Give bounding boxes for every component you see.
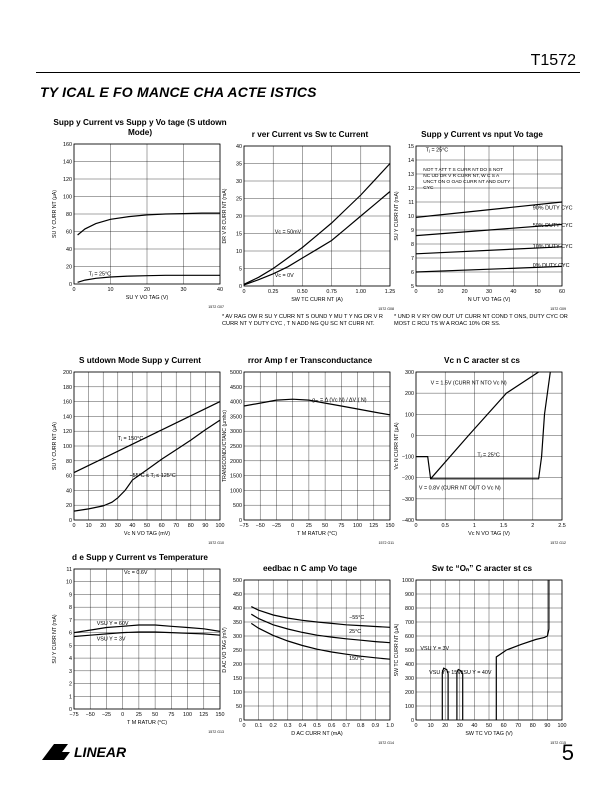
x-tick-label: 1.5 — [499, 523, 508, 529]
figure-code: 1572 G13 — [208, 730, 224, 734]
chart-driver-current-vs-switch-current — [222, 130, 398, 328]
series-line — [431, 372, 539, 479]
x-tick-label: 0 — [72, 287, 76, 293]
x-tick-label: 60 — [559, 289, 565, 295]
x-tick-label: 80 — [187, 523, 194, 529]
part-number: T1572 — [530, 52, 576, 69]
y-tick-label: 9 — [69, 592, 72, 599]
y-tick-label: 50 — [236, 704, 242, 710]
x-tick-label: 60 — [158, 523, 165, 529]
y-tick-label: 80 — [66, 458, 72, 465]
y-tick-label: 20 — [66, 264, 72, 271]
x-tick-label: 125 — [199, 712, 209, 718]
y-tick-label: 40 — [66, 488, 72, 495]
annotation-label: V = 0.8V (CURR NT OUT O Vс N) — [418, 485, 501, 492]
x-axis-label: N UT VO TAG (V) — [467, 297, 511, 303]
x-tick-label: 10 — [85, 523, 92, 529]
annotation-label: VSU Y = 40V — [459, 669, 492, 676]
y-tick-label: 4500 — [230, 384, 242, 391]
x-tick-label: 100 — [353, 523, 363, 529]
x-tick-label: 90 — [544, 723, 551, 729]
x-axis-label: Vс N VO TAG (mV) — [123, 531, 171, 537]
y-tick-label: 900 — [405, 592, 414, 598]
x-tick-label: 0 — [121, 712, 125, 718]
chart-footnote: * UND R V RY OW OUT UT CURR NT COND T ONS, DUTY CYC OR MOST C RCU TS W A ROAC 10% OR SS. — [394, 314, 568, 327]
x-tick-label: 40 — [217, 287, 223, 293]
chart-svg — [52, 366, 228, 546]
x-tick-label: 1.0 — [386, 723, 394, 729]
x-tick-label: 0 — [414, 289, 418, 295]
y-tick-label: 3500 — [230, 414, 242, 421]
figure-code: 1572 G15 — [550, 741, 566, 745]
y-tick-label: 1 — [69, 694, 72, 701]
y-tick-label: 300 — [405, 676, 414, 682]
y-axis-label: TRANSCONDUCTANC (µmho) — [222, 409, 228, 483]
chart-svg — [394, 366, 570, 546]
x-tick-label: 150 — [215, 712, 225, 718]
x-tick-label: 0 — [242, 723, 246, 729]
x-tick-label: 2.5 — [558, 523, 566, 529]
y-tick-label: 60 — [66, 473, 72, 480]
x-tick-label: 10 — [437, 289, 444, 295]
chart-title: Sw tc “Oₙ” C aracter st cs — [431, 564, 533, 573]
annotation-line: UNCT ON O OAD CURR NT AND DUTY — [423, 180, 511, 186]
y-tick-label: 0 — [411, 433, 414, 440]
logo-text: LINEAR — [74, 744, 127, 760]
x-tick-label: 20 — [442, 723, 449, 729]
chart-svg — [52, 563, 228, 735]
x-tick-label: 1.25 — [384, 289, 396, 295]
x-tick-label: 0 — [414, 523, 418, 529]
y-axis-label: SU Y CURR NT (mA) — [52, 614, 58, 664]
x-tick-label: 50 — [486, 723, 492, 729]
annotation-line: NC UD DR V R CURR NT, W C S A — [423, 174, 500, 180]
y-tick-label: 200 — [405, 391, 414, 398]
chart-transconductance — [222, 356, 398, 546]
x-tick-label: −50 — [85, 712, 95, 718]
x-axis-label: SW TC VO TAG (V) — [465, 731, 513, 737]
annotation-label: 50% DUTY CYC — [532, 223, 573, 230]
x-tick-label: −25 — [271, 523, 282, 529]
x-axis-label: T M RATUR (°C) — [297, 531, 337, 537]
series-line — [251, 614, 390, 643]
y-tick-label: 9 — [411, 228, 414, 234]
chart-switch-off-characteristics — [394, 564, 570, 746]
chart-title: Vс n C aracter st cs — [443, 356, 520, 365]
x-tick-label: 30 — [486, 289, 492, 295]
annotation-label: Tⱼ = 25°C — [477, 452, 500, 459]
y-tick-label: 250 — [233, 648, 242, 654]
figure-code: 1572 G07 — [208, 305, 224, 309]
y-tick-label: 5 — [411, 284, 414, 290]
figure-code: 1572 G14 — [378, 741, 394, 745]
x-tick-label: 10 — [427, 723, 434, 729]
annotation-label: 90% DUTY CYC — [532, 205, 573, 212]
y-axis-label: SU Y CURR NT (µA) — [52, 190, 58, 238]
x-tick-label: 20 — [144, 287, 150, 293]
annotation-label: Tⱼ = 25°C — [425, 147, 449, 154]
y-tick-label: 140 — [63, 414, 72, 421]
annotation-label: 10% DUTY CYC — [532, 244, 573, 251]
y-tick-label: 60 — [66, 229, 72, 236]
x-tick-label: 30 — [180, 287, 187, 293]
x-tick-label: 0.1 — [254, 723, 263, 729]
annotation-label: VSU Y = 3V — [420, 646, 450, 652]
x-tick-label: 75 — [338, 523, 345, 529]
y-tick-label: 3000 — [230, 429, 242, 436]
chart-svg — [222, 366, 398, 546]
x-tick-label: 0.25 — [267, 289, 279, 295]
x-tick-label: 100 — [215, 523, 225, 529]
x-tick-label: 70 — [173, 523, 180, 529]
chart-title: r ver Current vs Sw tc Current — [251, 130, 369, 139]
chart-title: rror Amp f er Transconductance — [247, 356, 373, 365]
series-line — [244, 164, 390, 285]
y-axis-label: DR V R CURR NT (mA) — [222, 188, 228, 244]
x-tick-label: 150 — [385, 523, 395, 529]
y-tick-label: 6 — [411, 270, 414, 276]
x-tick-label: 0.4 — [298, 723, 307, 729]
linear-technology-logo — [40, 740, 160, 764]
header-rule — [36, 72, 580, 73]
y-tick-label: 15 — [408, 144, 414, 150]
x-tick-label: 80 — [529, 723, 536, 729]
y-axis-label: D AC VO TAG (mV) — [222, 627, 228, 673]
y-tick-label: 1500 — [230, 473, 242, 480]
y-tick-label: 200 — [63, 370, 72, 376]
x-tick-label: 0.75 — [326, 289, 337, 295]
y-tick-label: 0 — [239, 518, 242, 524]
y-axis-label: SW TC CURR NT (µA) — [394, 623, 400, 677]
annotation-label: −55°C — [349, 615, 365, 622]
y-tick-label: 800 — [405, 606, 414, 612]
x-tick-label: −50 — [255, 523, 265, 529]
x-tick-label: −75 — [69, 712, 79, 718]
y-tick-label: 200 — [405, 690, 414, 696]
x-tick-label: 0 — [72, 523, 76, 529]
chart-title: eedbac n C amp Vo tage — [262, 564, 358, 573]
y-tick-label: 13 — [408, 172, 414, 178]
x-tick-label: 100 — [183, 712, 193, 718]
y-tick-label: 7 — [411, 256, 414, 262]
chart-title: S utdown Mode Supp y Current — [79, 356, 201, 365]
y-tick-label: 10 — [236, 249, 242, 255]
x-tick-label: 60 — [500, 723, 507, 729]
x-tick-label: 50 — [144, 523, 150, 529]
x-tick-label: 30 — [456, 723, 463, 729]
chart-title: Supp y Current vs Supp y Vo tage (S utdown Mode) — [53, 118, 227, 137]
x-tick-label: 10 — [107, 287, 114, 293]
y-tick-label: 1000 — [230, 488, 242, 495]
x-tick-label: 0.2 — [269, 723, 277, 729]
y-tick-label: 100 — [63, 194, 72, 201]
y-axis-label: Vс N CURR NT (µA) — [394, 422, 400, 470]
y-tick-label: 400 — [233, 606, 242, 612]
chart-supply-current-vs-input-voltage — [394, 130, 573, 328]
section-title: TY ICAL E FO MANCE CHA ACTE ISTICS — [40, 84, 317, 100]
y-tick-label: 11 — [408, 200, 414, 206]
y-tick-label: 2500 — [230, 444, 242, 450]
plot-frame — [416, 372, 562, 520]
x-tick-label: 20 — [461, 289, 468, 295]
y-tick-label: 150 — [233, 676, 242, 682]
y-tick-label: 40 — [236, 144, 242, 150]
y-tick-label: 100 — [63, 444, 72, 450]
y-tick-label: 4000 — [230, 399, 242, 406]
y-tick-label: 10 — [66, 579, 72, 586]
y-tick-label: 400 — [405, 662, 414, 668]
annotation-label: Tⱼ = 25°C — [88, 271, 112, 278]
y-tick-label: 12 — [408, 186, 414, 192]
y-tick-label: 0 — [69, 282, 72, 288]
y-tick-label: 4 — [69, 656, 72, 663]
y-tick-label: 5 — [239, 266, 242, 273]
y-tick-label: 120 — [63, 177, 72, 183]
y-tick-label: 200 — [233, 662, 242, 668]
y-tick-label: 5000 — [230, 370, 242, 376]
x-tick-label: 0.50 — [297, 289, 308, 295]
x-tick-label: 90 — [202, 523, 209, 529]
x-tick-label: 0.6 — [327, 723, 336, 729]
annotation-label: Vс = 50mV — [274, 229, 302, 236]
annotation-label: −55°C ≤ Tⱼ ≤ 125°C — [129, 473, 176, 480]
y-tick-label: 350 — [233, 620, 242, 626]
y-tick-label: 20 — [236, 214, 242, 220]
y-tick-label: 30 — [236, 179, 242, 185]
chart-svg — [222, 140, 398, 312]
y-tick-label: 8 — [69, 605, 72, 612]
annotation-label: VSU Y = 60V — [96, 621, 129, 627]
y-tick-label: 5 — [69, 643, 72, 650]
chart-vc-pin-characteristics — [394, 356, 570, 546]
x-tick-label: 70 — [515, 723, 522, 729]
y-tick-label: 35 — [236, 161, 242, 168]
x-tick-label: 40 — [510, 289, 517, 295]
x-axis-label: SU Y VO TAG (V) — [125, 295, 169, 301]
x-tick-label: 0 — [414, 723, 418, 729]
x-tick-label: 100 — [557, 723, 567, 729]
x-tick-label: 50 — [322, 523, 329, 529]
figure-code: 1572 G09 — [550, 307, 566, 311]
chart-svg — [222, 574, 398, 746]
x-axis-label: Vс N VO TAG (V) — [468, 531, 510, 537]
x-tick-label: 125 — [369, 523, 379, 529]
annotation-line: CYC — [423, 186, 434, 192]
y-tick-label: 0 — [239, 718, 242, 724]
annotation-label: VSU Y = 3V — [96, 636, 126, 643]
series-line — [416, 372, 550, 479]
y-tick-label: 140 — [63, 159, 72, 166]
annotation-label: gₘ = Δ (Vс N) / ΔV ( N) — [312, 397, 367, 404]
x-tick-label: 25 — [135, 712, 142, 718]
y-tick-label: 160 — [63, 142, 72, 148]
x-tick-label: 30 — [114, 523, 121, 529]
x-axis-label: T M RATUR (°C) — [127, 720, 167, 726]
x-tick-label: −25 — [101, 712, 112, 718]
y-tick-label: 100 — [405, 704, 414, 710]
y-tick-label: 2 — [69, 681, 72, 688]
annotation-label: VSU Y = 15V — [429, 669, 461, 676]
figure-code: 1572 G12 — [550, 541, 566, 545]
y-tick-label: 7 — [69, 617, 72, 624]
y-tick-label: 6 — [69, 630, 72, 637]
annotation-label: Vс = 0V — [274, 273, 294, 279]
figure-code: 1572 G11 — [378, 541, 394, 545]
chart-shutdown-supply-current — [52, 356, 228, 546]
y-tick-label: 0 — [69, 518, 72, 524]
x-tick-label: 75 — [168, 712, 175, 718]
y-tick-label: 80 — [66, 212, 72, 218]
annotation-label: Vс = 0.6V — [123, 570, 148, 577]
y-tick-label: 300 — [405, 370, 414, 376]
x-tick-label: 0.8 — [357, 723, 365, 729]
x-tick-label: 0.5 — [313, 723, 321, 729]
x-axis-label: SW TC CURR NT (A) — [291, 297, 343, 303]
y-tick-label: 11 — [66, 567, 72, 573]
annotation-label: 25°C — [349, 629, 362, 636]
y-tick-label: 25 — [236, 196, 242, 203]
annotation-label: 0% DUTY CYC — [532, 263, 570, 270]
y-tick-label: 300 — [233, 634, 242, 640]
chart-idle-supply-current-vs-temperature — [52, 553, 228, 735]
chart-title: d e Supp y Current vs Temperature — [72, 553, 208, 562]
y-tick-label: 40 — [66, 247, 72, 253]
y-tick-label: 0 — [239, 284, 242, 290]
chart-svg — [394, 140, 573, 312]
page-number: 5 — [561, 740, 574, 765]
y-tick-label: −300 — [401, 496, 414, 503]
y-tick-label: −400 — [401, 518, 414, 524]
x-tick-label: 40 — [129, 523, 136, 529]
chart-title: Supp y Current vs nput Vo tage — [421, 130, 543, 139]
series-line — [244, 192, 390, 285]
annotation-label: V = 1.5V (CURR NT NTO Vс N) — [430, 380, 507, 387]
y-axis-label: SU Y CURR NT (mA) — [394, 191, 400, 241]
y-tick-label: 0 — [411, 718, 414, 724]
series-line — [78, 213, 220, 235]
y-tick-label: 10 — [408, 214, 414, 220]
x-tick-label: 0 — [242, 289, 246, 295]
annotation-label — [423, 167, 511, 191]
y-tick-label: 0 — [69, 707, 72, 713]
y-tick-label: 14 — [408, 158, 414, 164]
y-tick-label: 15 — [236, 231, 242, 238]
y-tick-label: 120 — [63, 429, 72, 436]
x-tick-label: 0.5 — [441, 523, 449, 529]
y-tick-label: 500 — [405, 648, 414, 654]
x-tick-label: 40 — [471, 723, 478, 729]
chart-svg — [394, 574, 570, 746]
y-axis-label: SU Y CURR NT (µA) — [52, 422, 58, 470]
annotation-line: NOT T ATT T S CURR NT DO S NOT — [423, 168, 504, 174]
y-tick-label: 450 — [233, 592, 242, 598]
y-tick-label: 600 — [405, 634, 414, 640]
x-tick-label: 0.3 — [284, 723, 292, 729]
x-tick-label: 25 — [305, 523, 312, 529]
x-tick-label: −75 — [239, 523, 249, 529]
y-tick-label: 1000 — [402, 578, 414, 584]
figure-code: 1572 G10 — [208, 541, 224, 545]
y-tick-label: 20 — [66, 503, 72, 510]
x-tick-label: 1.00 — [355, 289, 367, 295]
x-axis-label: D AC CURR NT (mA) — [291, 731, 343, 737]
y-tick-label: 3 — [69, 668, 72, 675]
y-tick-label: 500 — [233, 578, 242, 584]
y-tick-label: 700 — [405, 620, 414, 626]
y-tick-label: 8 — [411, 242, 414, 248]
y-tick-label: 180 — [63, 384, 72, 391]
x-tick-label: 1 — [472, 523, 476, 529]
x-tick-label: 20 — [100, 523, 107, 529]
annotation-label: 150°C — [349, 655, 365, 662]
y-tick-label: −100 — [401, 454, 414, 461]
x-tick-label: 50 — [152, 712, 159, 718]
x-tick-label: 0.7 — [342, 723, 350, 729]
chart-feedback-clamp-voltage — [222, 564, 398, 746]
x-tick-label: 0 — [291, 523, 295, 529]
x-tick-label: 0.9 — [371, 723, 380, 729]
y-tick-label: 500 — [233, 503, 242, 510]
y-tick-label: 160 — [63, 399, 72, 406]
y-tick-label: 100 — [405, 412, 414, 419]
y-tick-label: 100 — [233, 690, 242, 696]
chart-footnote: * AV RAG OW R SU Y CURR NT S OUND Y MU T Y NG DR V R CURR NT Y DUTY CYC , T N ADD NG QU SC NT CURR NT. — [222, 314, 383, 327]
y-tick-label: −200 — [401, 475, 414, 482]
x-tick-label: 2 — [531, 523, 535, 529]
figure-code: 1572 G08 — [378, 307, 394, 311]
y-tick-label: 2000 — [230, 458, 242, 465]
x-tick-label: 50 — [534, 289, 541, 295]
annotation-label: Tⱼ = 150°C — [117, 436, 144, 443]
